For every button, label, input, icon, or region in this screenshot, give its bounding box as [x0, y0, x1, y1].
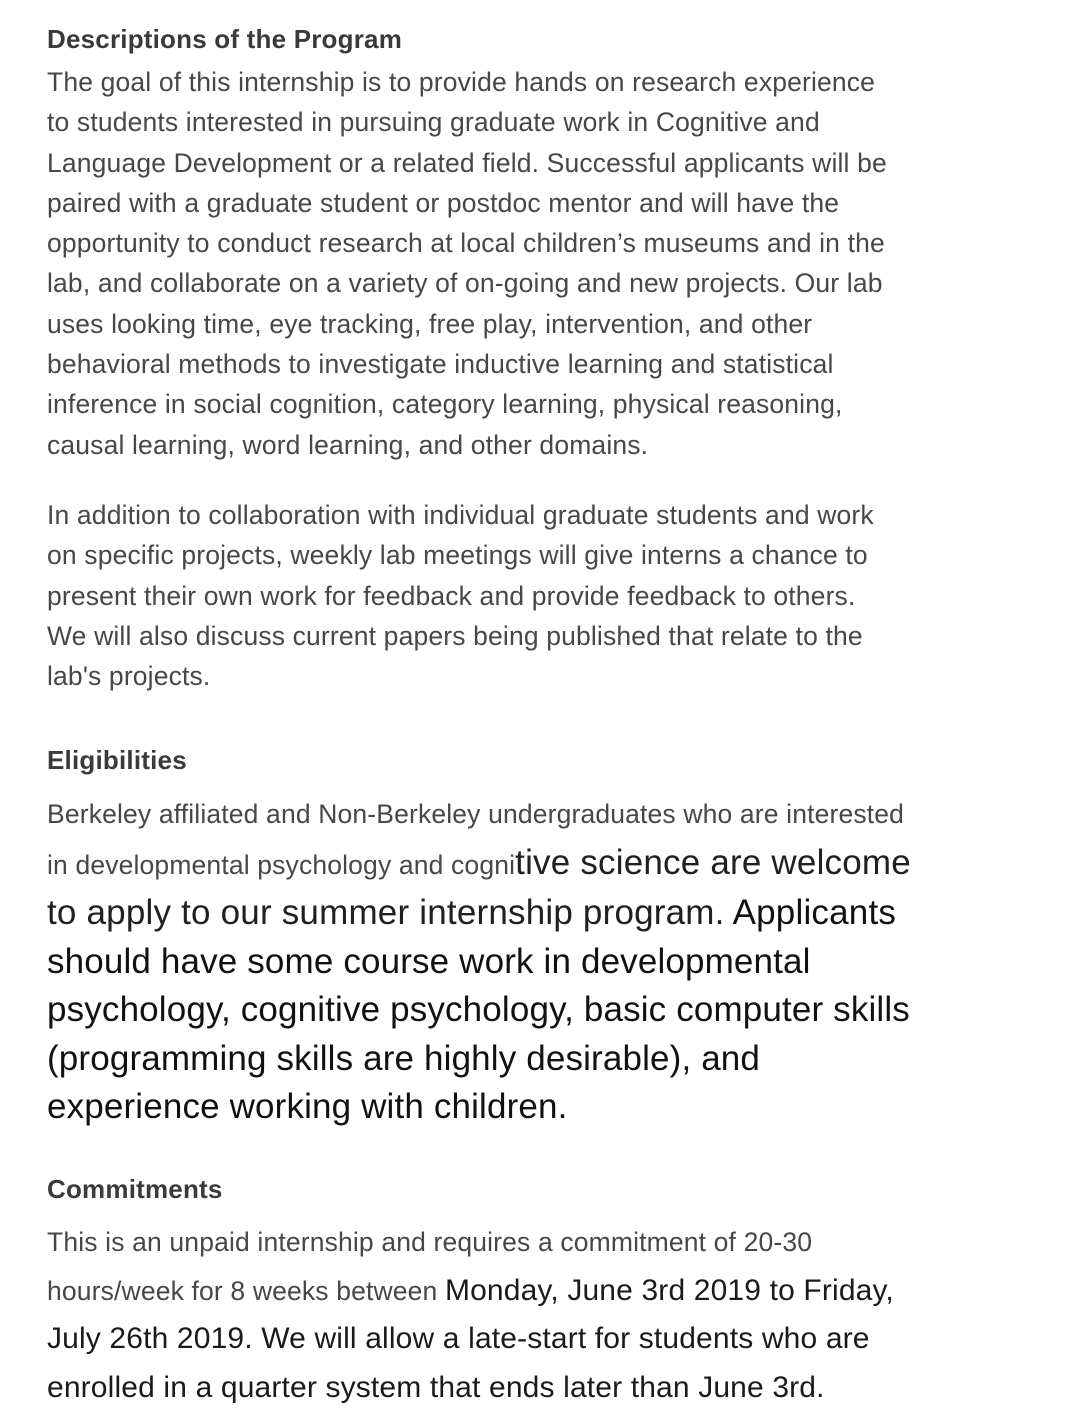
text-run: to apply to our summer internship program. [47, 893, 733, 932]
paragraph-line: Berkeley affiliated and Non-Berkeley undergraduates who are interested [47, 799, 905, 829]
program-heading: Descriptions of the Program [47, 24, 403, 54]
commitments-heading: Commitments [47, 1174, 223, 1204]
paragraph-line: psychology, cognitive psychology, basic computer skills [47, 990, 910, 1029]
paragraph-line [47, 889, 1007, 938]
paragraph-line: present their own work for feedback and provide feedback to others. [47, 580, 856, 611]
text-run: Applicants [732, 893, 897, 932]
text-run: Monday, June 3rd 2019 to Friday, [444, 1273, 894, 1307]
paragraph-line: to students interested in pursuing graduate work in Cognitive and [47, 107, 820, 138]
paragraph-line: uses looking time, eye tracking, free play, intervention, and other [47, 308, 813, 339]
paragraph-line: enrolled in a quarter system that ends later than June 3rd. [47, 1370, 825, 1404]
program-paragraph-1 [47, 62, 1007, 465]
text-run: hours/week for 8 weeks between [47, 1275, 445, 1306]
paragraph-line: Language Development or a related field. Successful applicants will be [47, 147, 887, 178]
paragraph-line: opportunity to conduct research at local children’s museums and in the [47, 228, 885, 259]
text-run: tive science are welcome [515, 842, 911, 882]
paragraph-line: paired with a graduate student or postdoc mentor and will have the [47, 187, 840, 218]
paragraph-line: behavioral methods to investigate inductive learning and statistical [47, 349, 834, 380]
text-run: in developmental psychology and cogni [47, 849, 516, 880]
paragraph-line [47, 839, 1007, 890]
paragraph-line: lab, and collaborate on a variety of on-going and new projects. Our lab [47, 268, 883, 299]
paragraph-line: lab's projects. [47, 661, 211, 692]
paragraph-line [47, 1267, 1007, 1316]
paragraph-line: experience working with children. [47, 1087, 568, 1126]
paragraph-line: The goal of this internship is to provide hands on research experience [47, 67, 876, 97]
paragraph-line: on specific projects, weekly lab meetings will give interns a chance to [47, 540, 868, 571]
paragraph-line: inference in social cognition, category learning, physical reasoning, [47, 389, 843, 420]
program-paragraph-2 [47, 495, 1007, 696]
paragraph-line: This is an unpaid internship and requires a commitment of 20-30 [47, 1227, 813, 1257]
paragraph-line: should have some course work in developmental [47, 941, 811, 981]
paragraph-line: causal learning, word learning, and other domains. [47, 429, 649, 460]
paragraph-line: July 26th 2019. We will allow a late-start for students who are [47, 1322, 870, 1355]
paragraph-line: In addition to collaboration with individual graduate students and work [47, 500, 874, 530]
paragraph-line: We will also discuss current papers being published that relate to the [47, 620, 863, 651]
commitments-paragraph [47, 1218, 1007, 1412]
eligibilities-heading: Eligibilities [47, 745, 187, 775]
eligibilities-paragraph [47, 790, 1007, 1132]
paragraph-line: (programming skills are highly desirable), and [47, 1038, 761, 1078]
